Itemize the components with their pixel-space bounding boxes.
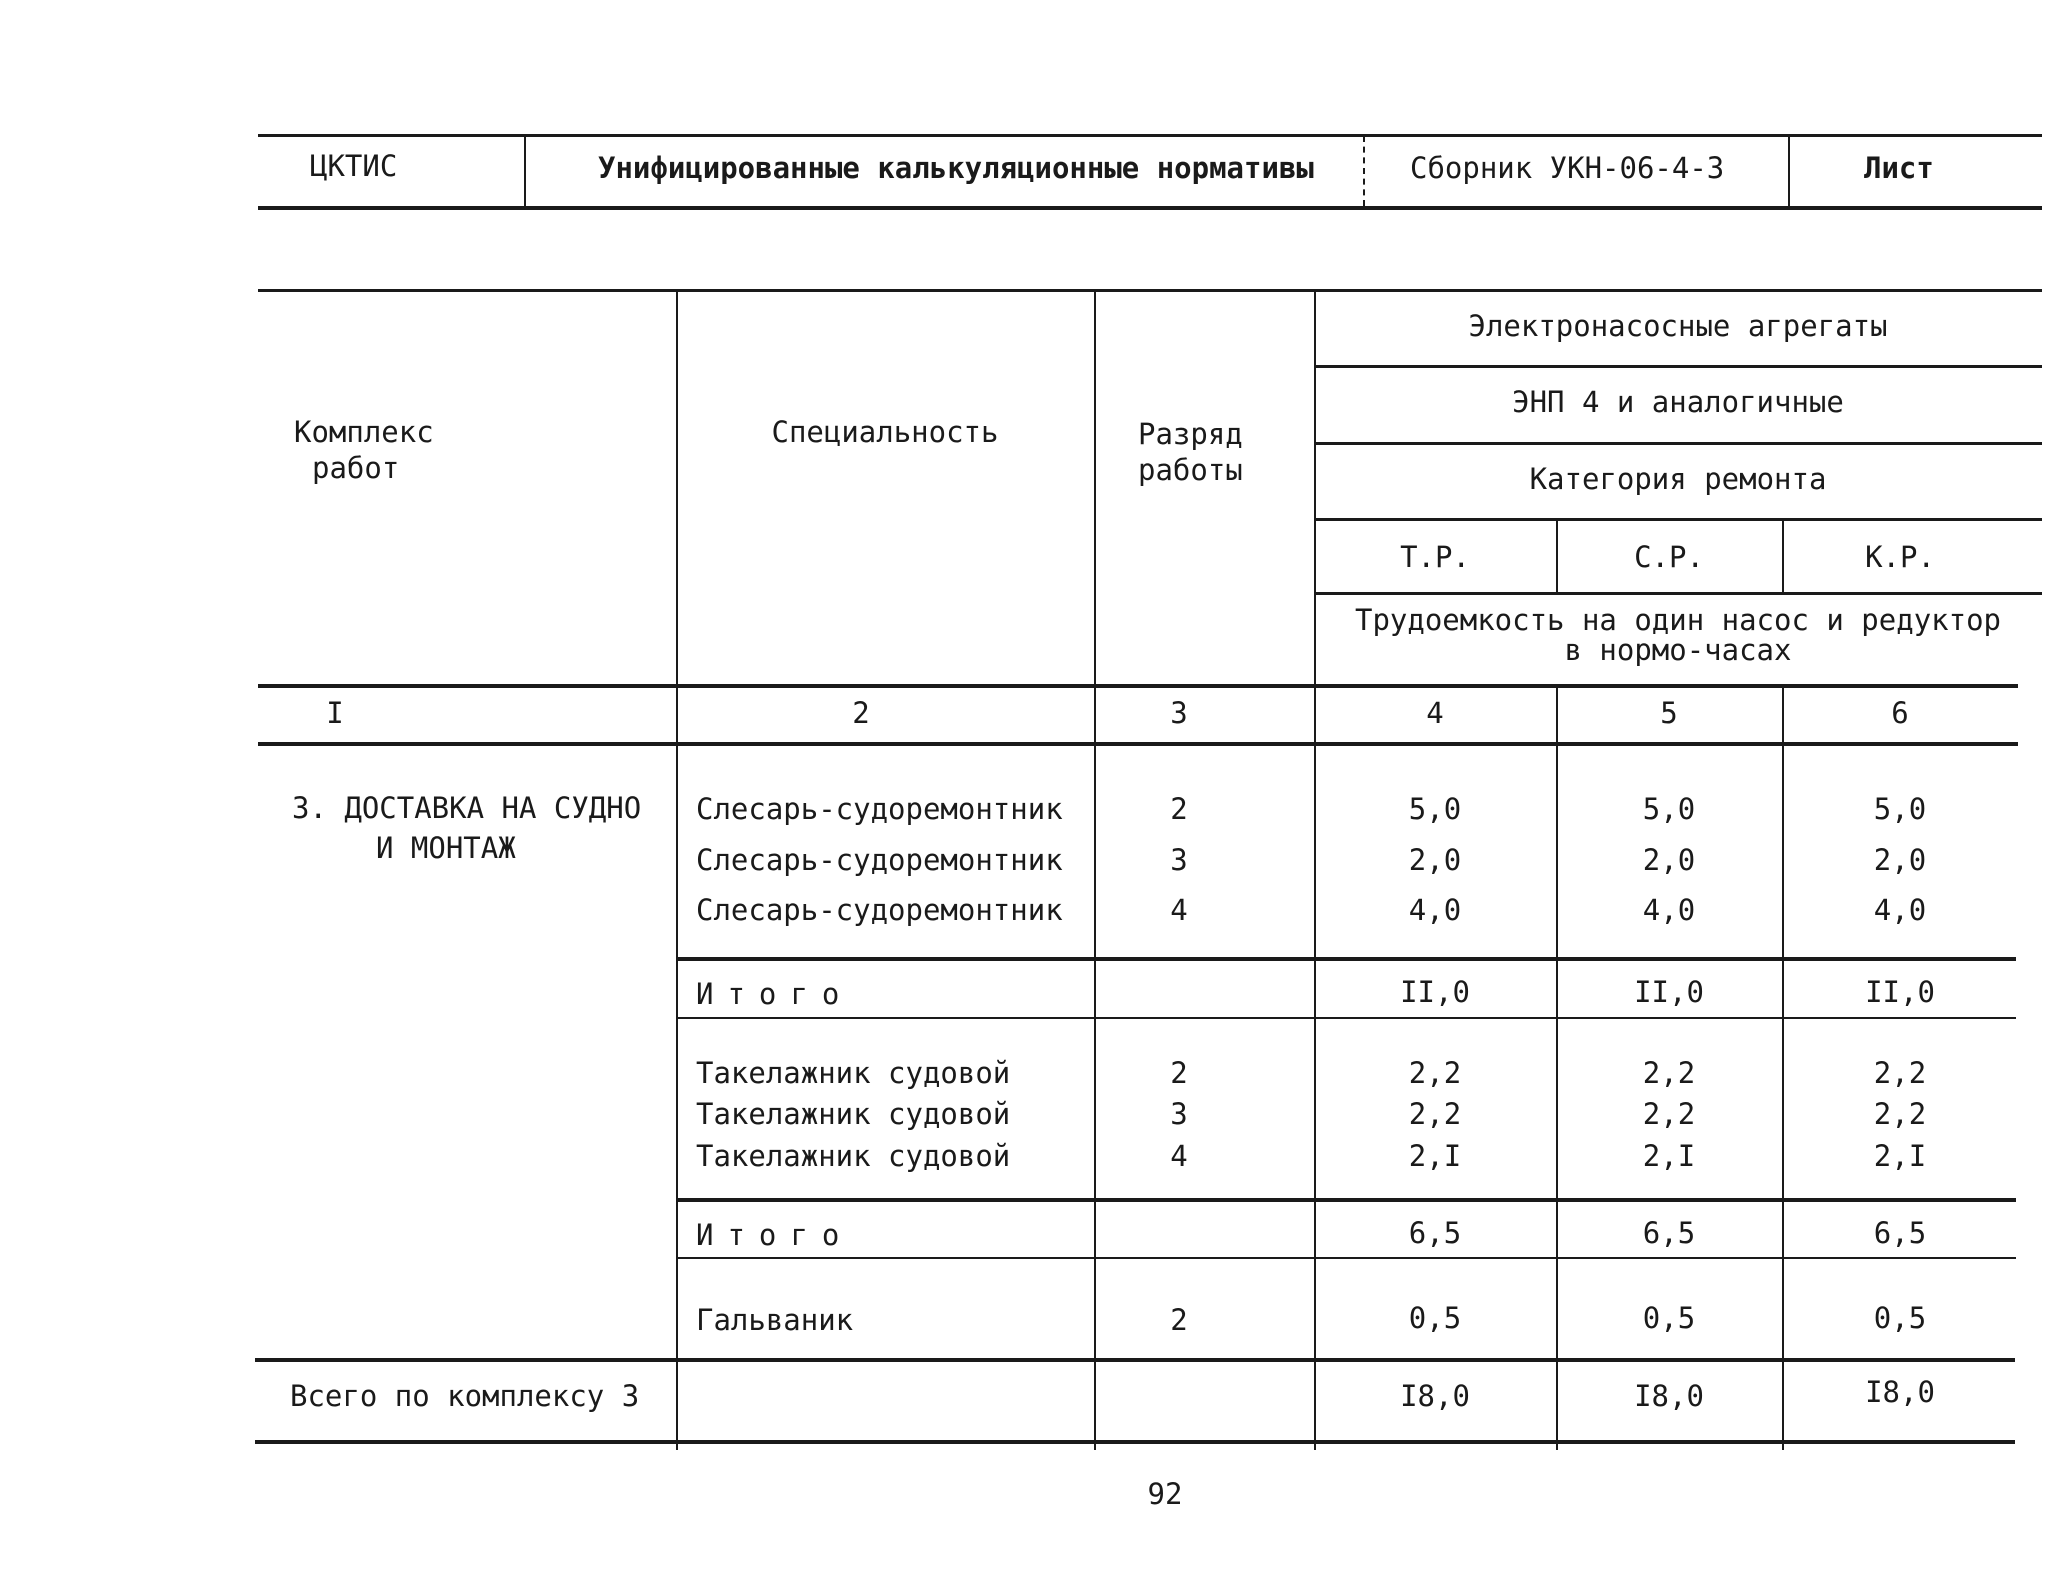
table-row-tr: 2,0: [1408, 843, 1462, 877]
table-row-specialty: Гальваник: [696, 1303, 854, 1337]
table-row-grade: 3: [1170, 843, 1188, 877]
table-row-tr: 2,I: [1408, 1139, 1462, 1173]
head-rule: [1314, 518, 2042, 521]
table-row-specialty: Такелажник судовой: [696, 1097, 1011, 1131]
subtotal-sr: 6,5: [1642, 1216, 1696, 1250]
table-row-grade: 2: [1170, 1303, 1188, 1337]
head-specialty: Специальность: [771, 415, 999, 449]
head-labor-line1: Трудоемкость на один насос и редуктор: [1354, 603, 2001, 637]
table-row-kr: 2,2: [1873, 1097, 1927, 1131]
head-grade-line1: Разряд: [1138, 417, 1243, 451]
table-row-sr: 2,0: [1642, 843, 1696, 877]
head-col-sr: С.Р.: [1634, 540, 1704, 574]
table-row-kr: 5,0: [1873, 792, 1927, 826]
table-row-sr: 0,5: [1642, 1301, 1696, 1335]
table-row-grade: 4: [1170, 1139, 1188, 1173]
table-row-specialty: Слесарь-судоремонтник: [696, 893, 1063, 927]
head-rule: [1314, 592, 2042, 595]
head-group: Электронасосные агрегаты: [1468, 309, 1888, 343]
total-tr: I8,0: [1400, 1379, 1470, 1413]
page-number: 92: [1147, 1477, 1183, 1511]
colnum-bottom-rule: [258, 742, 2018, 746]
subtotal-rule: [676, 1198, 2016, 1202]
head-category: Категория ремонта: [1529, 462, 1827, 496]
table-row-kr: 2,I: [1873, 1139, 1927, 1173]
col-number: 5: [1660, 696, 1678, 730]
head-complex-line2: работ: [312, 451, 400, 485]
header-bottom-rule: [258, 206, 2042, 210]
table-row-tr: 0,5: [1408, 1301, 1462, 1335]
table-row-tr: 5,0: [1408, 792, 1462, 826]
head-subgroup: ЭНП 4 и аналогичные: [1512, 385, 1844, 419]
header-collection: Сборник УКН-06-4-3: [1410, 151, 1725, 185]
table-row-tr: 4,0: [1408, 893, 1462, 927]
table-row-sr: 2,2: [1642, 1097, 1696, 1131]
subtotal-rule: [676, 957, 2016, 961]
table-row-tr: 2,2: [1408, 1097, 1462, 1131]
section-title-line2: И МОНТАЖ: [376, 831, 516, 865]
subtotal-sr: II,0: [1634, 975, 1704, 1009]
table-row-specialty: Такелажник судовой: [696, 1056, 1011, 1090]
header-divider: [1788, 136, 1790, 206]
table-row-sr: 5,0: [1642, 792, 1696, 826]
head-col-kr: К.Р.: [1865, 540, 1935, 574]
subtotal-rule: [676, 1017, 2016, 1019]
subtotal-kr: 6,5: [1873, 1216, 1927, 1250]
section-title-line1: 3. ДОСТАВКА НА СУДНО: [292, 791, 642, 825]
head-rule: [1314, 365, 2042, 368]
table-bottom-rule: [255, 1440, 2015, 1444]
table-row-grade: 4: [1170, 893, 1188, 927]
head-col-tr: Т.Р.: [1400, 540, 1470, 574]
table-row-kr: 2,0: [1873, 843, 1927, 877]
table-row-grade: 3: [1170, 1097, 1188, 1131]
table-row-specialty: Такелажник судовой: [696, 1139, 1011, 1173]
col-number: I: [326, 696, 344, 730]
table-row-kr: 4,0: [1873, 893, 1927, 927]
table-row-tr: 2,2: [1408, 1056, 1462, 1090]
table-row-grade: 2: [1170, 792, 1188, 826]
head-grade-line2: работы: [1138, 453, 1243, 487]
col-number: 3: [1170, 696, 1188, 730]
subtotal-kr: II,0: [1865, 975, 1935, 1009]
table-row-sr: 2,I: [1642, 1139, 1696, 1173]
subtotal-tr: II,0: [1400, 975, 1470, 1009]
table-row-kr: 2,2: [1873, 1056, 1927, 1090]
table-row-specialty: Слесарь-судоремонтник: [696, 792, 1063, 826]
total-label: Всего по комплексу 3: [290, 1379, 640, 1413]
head-labor-line2: в нормо-часах: [1564, 633, 1792, 667]
header-org: ЦКТИС: [310, 149, 398, 183]
header-divider: [524, 136, 526, 206]
head-complex-line1: Комплекс: [294, 415, 434, 449]
subtotal-tr: 6,5: [1408, 1216, 1462, 1250]
table-top-rule: [258, 289, 2042, 292]
subtotal-label: Итого: [696, 1218, 854, 1252]
col-number: 4: [1426, 696, 1444, 730]
subtotal-label: Итого: [696, 977, 854, 1011]
total-sr: I8,0: [1634, 1379, 1704, 1413]
head-rule: [1314, 442, 2042, 445]
subtotal-rule: [676, 1257, 2016, 1259]
header-sheet: Лист: [1864, 151, 1934, 185]
table-row-specialty: Слесарь-судоремонтник: [696, 843, 1063, 877]
column-divider: [676, 292, 678, 1450]
header-divider: [1363, 136, 1365, 206]
table-row-grade: 2: [1170, 1056, 1188, 1090]
col-number: 6: [1891, 696, 1909, 730]
total-kr: I8,0: [1865, 1375, 1935, 1409]
total-top-rule: [255, 1358, 2015, 1362]
table-row-kr: 0,5: [1873, 1301, 1927, 1335]
header-title: Унифицированные калькуляционные нормативы: [598, 151, 1314, 185]
table-row-sr: 4,0: [1642, 893, 1696, 927]
table-row-sr: 2,2: [1642, 1056, 1696, 1090]
head-bottom-rule: [258, 684, 2018, 688]
col-number: 2: [852, 696, 870, 730]
